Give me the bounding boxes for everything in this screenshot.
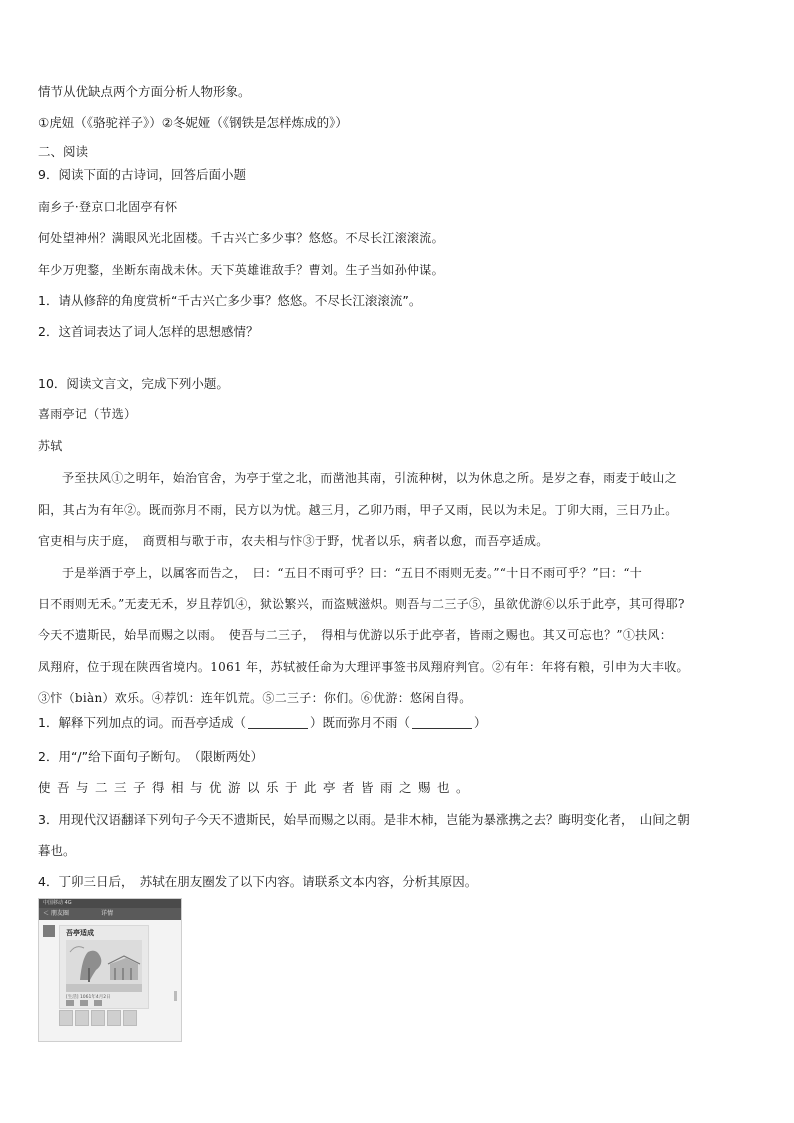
sub-question-4: 4．丁卯三日后， 苏轼在朋友圈发了以下内容。请联系文本内容，分析其原因。 [38,874,478,889]
question-10: 10．阅读文言文，完成下列小题。 [38,376,229,391]
question-text: ） [473,715,487,730]
essay-paragraph: 予至扶风①之明年，始治官舍，为亭于堂之北，而凿池其南，引流种树，以为休息之所。是岁之春，雨麦于岐山之 [62,471,678,485]
question-text: ）既而弥月不雨（ [309,715,410,730]
question-9: 9．阅读下面的古诗词，回答后面小题 [38,167,246,182]
phone-status-bar: 中国移动 4G [39,899,181,908]
question-text: 1．解释下列加点的词。而吾亭适成（ [38,715,246,730]
phone-nav-title: 详情 [101,910,114,917]
like-icon[interactable] [66,1000,74,1006]
share-icon[interactable] [94,1000,102,1006]
sub-question: 2．这首词表达了词人怎样的思想感情？ [38,324,259,339]
back-button[interactable]: ＜ 朋友圈 [43,910,69,917]
essay-line: 今天不遗斯民，始旱而赐之以雨。 使吾与二三子， 得相与优游以乐于此亭者，皆雨之赐也。其又可忘也？”①扶风： [38,628,673,642]
essay-line: 阳，其占为有年②。既而弥月不雨，民方以为忧。越三月，乙卯乃雨，甲子又雨，民以为未足。丁卯大雨，三日乃止。 [38,503,678,517]
post-actions [66,1000,142,1007]
essay-paragraph: 于是举酒于亭上，以属客而告之， 曰：“五日不雨可乎？曰：“五日不雨则无麦。”“十日不雨可乎？”曰：“十 [62,566,643,580]
post-caption: [生活] 1061年4月2日 [66,995,111,1000]
post-card [59,925,149,1009]
post-title: 吾亭适成 [66,928,94,937]
thumbnail[interactable] [91,1010,105,1026]
answer-blank[interactable] [248,716,308,729]
essay-line: 日不雨则无禾。”无麦无禾，岁且荐饥④，狱讼繁兴，而盗贼滋炽。则吾与二三子⑤，虽欲优游⑥以乐于此亭，其可得耶? [38,597,685,611]
text-line: ①虎妞（《骆驼祥子》）②冬妮娅（《钢铁是怎样炼成的》） [38,115,348,130]
essay-line: 官吏相与庆于庭， 商贾相与歌于市，农夫相与忭③于野，忧者以乐，病者以愈，而吾亭适成。 [38,534,549,548]
punctuation-sentence: 使吾与二三子得相与优游以乐于此亭者皆雨之赐也。 [38,780,476,795]
avatar [43,925,55,937]
annotation-line: 凤翔府，位于现在陕西省境内。1061 年，苏轼被任命为大理评事签书凤翔府判官。②有年：年将有粮，引申为大丰收。 [38,660,689,674]
poem-line: 年少万兜鍪，坐断东南战未休。天下英雄谁敌手？曹刘。生子当如孙仲谋。 [38,263,444,277]
thumbnail[interactable] [75,1010,89,1026]
moments-post-screenshot [38,898,182,1042]
section-heading: 二、阅读 [38,144,89,159]
sub-question: 1．请从修辞的角度赏析“千古兴亡多少事？悠悠。不尽长江滚滚流”。 [38,293,422,308]
answer-blank[interactable] [412,716,472,729]
painting-icon [66,940,142,992]
text-line: 情节从优缺点两个方面分析人物形象。 [38,84,251,99]
sub-question-3: 3．用现代汉语翻译下列句子今天不遗斯民，始旱而赐之以雨。是非木柿，岂能为暴涨携之去？晦明变化者， 山间之朝 [38,812,690,827]
essay-author: 苏轼 [38,439,63,453]
essay-title: 喜雨亭记（节选） [38,407,137,421]
sub-question-2: 2．用“/”给下面句子断句。 （限断两处） [38,749,264,764]
sub-question-1 [38,714,487,732]
annotation-line: ③忭（biàn）欢乐。④荐饥：连年饥荒。⑤二三子：你们。⑥优游：悠闲自得。 [38,691,472,705]
sub-question-3-cont: 暮也。 [38,843,76,858]
photo-thumbnails [59,1010,137,1026]
scrollbar[interactable] [174,991,177,1001]
phone-nav-bar [39,908,181,920]
thumbnail[interactable] [123,1010,137,1026]
poem-line: 何处望神州？满眼风光北固楼。千古兴亡多少事？悠悠。不尽长江滚滚流。 [38,231,444,245]
poem-title: 南乡子·登京口北固亭有怀 [38,200,178,214]
painting-image [66,940,142,992]
comment-icon[interactable] [80,1000,88,1006]
thumbnail[interactable] [107,1010,121,1026]
thumbnail[interactable] [59,1010,73,1026]
